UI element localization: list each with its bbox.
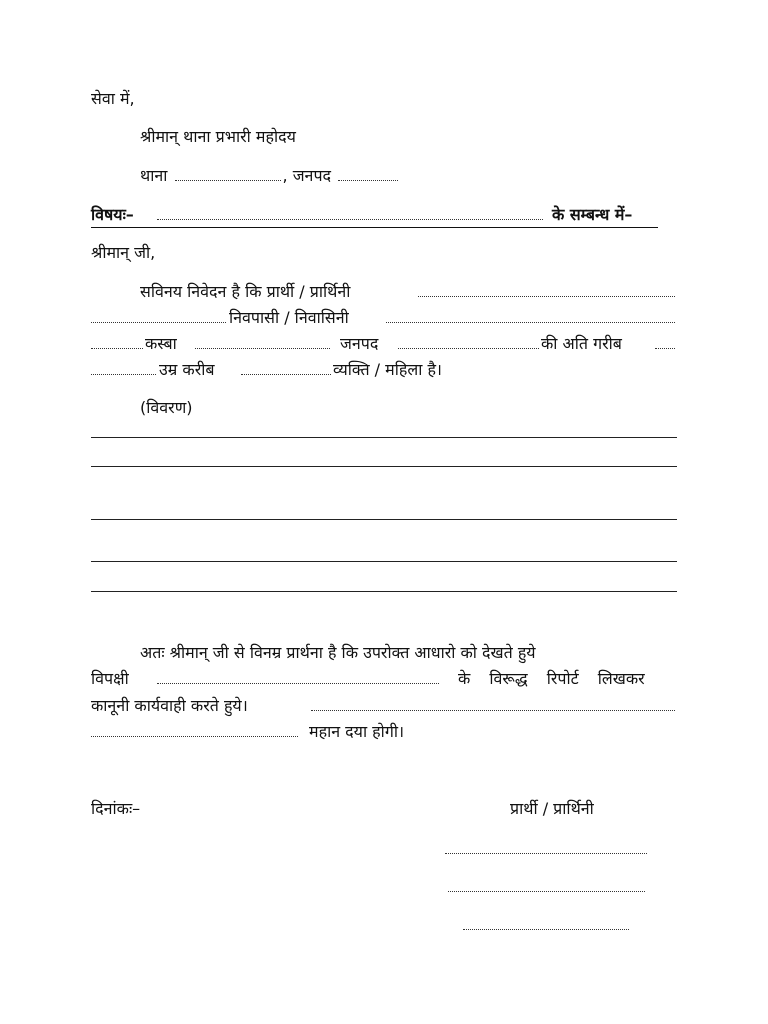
para2-line3: कानूनी कार्यवाही करते हुये।	[91, 696, 248, 715]
greeting: श्रीमान् जी,	[91, 243, 156, 262]
town-field[interactable]	[195, 348, 330, 349]
age-field[interactable]	[241, 374, 331, 375]
subject-label: विषयः–	[91, 205, 134, 224]
against-text: के विरूद्ध रिपोर्ट लिखकर	[458, 669, 645, 688]
date-label: दिनांकः–	[91, 799, 141, 818]
action-field[interactable]	[311, 710, 675, 711]
district2-label: जनपद	[340, 334, 379, 353]
station-field[interactable]	[175, 176, 281, 181]
town-label: कस्बा	[145, 334, 177, 353]
name-field[interactable]	[448, 891, 645, 892]
district-label: जनपद	[292, 166, 332, 185]
age-label: उम्र करीब	[159, 360, 215, 379]
salutation-to: सेवा में,	[91, 89, 135, 108]
request-field[interactable]	[91, 736, 298, 737]
district-field[interactable]	[338, 176, 398, 181]
addressee: श्रीमान् थाना प्रभारी महोदय	[140, 127, 296, 146]
address-field[interactable]	[463, 929, 629, 930]
details-line-1[interactable]	[91, 437, 677, 438]
village-field[interactable]	[91, 348, 143, 349]
station-label: थाना	[140, 166, 168, 185]
para2-line4: महान दया होगी।	[309, 722, 405, 741]
para1-line2: निवपासी / निवासिनी	[229, 308, 349, 327]
applicant-name-field[interactable]	[418, 296, 675, 297]
station-separator: ,	[282, 166, 288, 185]
subject-field[interactable]	[157, 219, 543, 220]
details-line-5[interactable]	[91, 591, 677, 592]
subject-line	[91, 205, 658, 228]
opponent-label: विपक्षी	[91, 669, 129, 688]
signatory-label: प्रार्थी / प्रार्थिनी	[510, 799, 594, 818]
applicant-father-field[interactable]	[91, 322, 226, 323]
subject-suffix: के सम्बन्ध में–	[552, 205, 633, 224]
details-line-3[interactable]	[91, 519, 677, 520]
age-prefix-field[interactable]	[91, 374, 156, 375]
details-line-2[interactable]	[91, 466, 677, 467]
poverty-text: की अति गरीब	[541, 334, 622, 353]
para2-line2b	[458, 669, 675, 689]
district2-field[interactable]	[398, 348, 539, 349]
details-line-4[interactable]	[91, 561, 677, 562]
details-label: (विवरण)	[140, 398, 193, 417]
signature-field[interactable]	[445, 853, 647, 854]
extra-field[interactable]	[655, 348, 675, 349]
station-line	[140, 166, 400, 186]
para1-line1: सविनय निवेदन है कि प्रार्थी / प्रार्थिनी	[140, 282, 351, 301]
opponent-field[interactable]	[157, 683, 439, 684]
para2-line1-text: अतः श्रीमान् जी से विनम्र प्रार्थना है कि उपरोक्त आधारो को देखते हुये	[140, 643, 536, 662]
para2-line1	[91, 643, 675, 663]
person-type-text: व्यक्ति / महिला है।	[333, 360, 443, 379]
residence-field[interactable]	[386, 322, 675, 323]
